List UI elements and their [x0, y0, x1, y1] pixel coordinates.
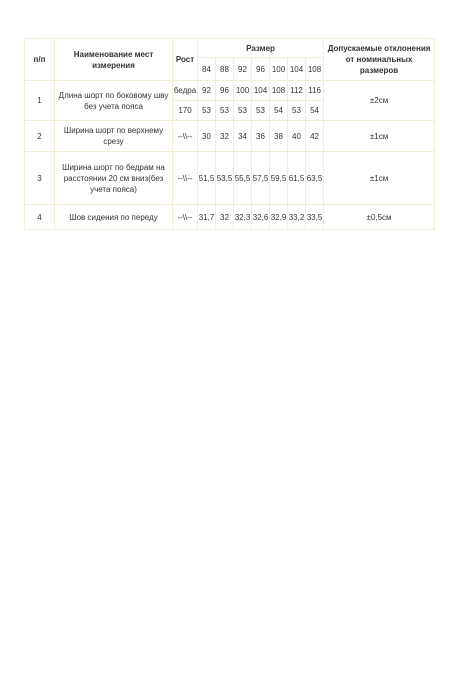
- row-name: Ширина шорт по верхнему срезу: [55, 121, 173, 152]
- value-cell: 100: [234, 81, 252, 101]
- value-cell: 57,5: [252, 152, 270, 205]
- col-header-tolerance: Допускаемые отклонения от номинальных размеров: [324, 39, 435, 81]
- table-row: [25, 152, 435, 205]
- value-cell: 63,5: [306, 152, 324, 205]
- table-row: [25, 81, 435, 101]
- value-cell: 53: [234, 101, 252, 121]
- measurement-table: [24, 38, 435, 230]
- col-header-num: п/п: [25, 39, 55, 81]
- value-cell: 104: [252, 81, 270, 101]
- value-cell: 53: [198, 101, 216, 121]
- value-cell: 53,5: [216, 152, 234, 205]
- col-header-size: Размер: [198, 39, 324, 58]
- row-tolerance: ±1см: [324, 152, 435, 205]
- value-cell: 33,5: [306, 205, 324, 230]
- value-cell: 53: [216, 101, 234, 121]
- value-cell: 112: [288, 81, 306, 101]
- row-rost: --\\--: [173, 152, 198, 205]
- value-cell: 61,5: [288, 152, 306, 205]
- row-rost: --\\--: [173, 121, 198, 152]
- row-rost: бедра: [173, 81, 198, 101]
- row-num: 2: [25, 121, 55, 152]
- value-cell: 40: [288, 121, 306, 152]
- value-cell: 96: [216, 81, 234, 101]
- row-num: 3: [25, 152, 55, 205]
- value-cell: 33,2: [288, 205, 306, 230]
- value-cell: 31,7: [198, 205, 216, 230]
- row-name: Ширина шорт по бедрам на расстоянии 20 см вниз(без учета пояса): [55, 152, 173, 205]
- row-num: 4: [25, 205, 55, 230]
- size-header: 96: [252, 58, 270, 81]
- value-cell: 32,6: [252, 205, 270, 230]
- row-tolerance: ±1см: [324, 121, 435, 152]
- value-cell: 54: [306, 101, 324, 121]
- value-cell: 53: [288, 101, 306, 121]
- value-cell: 55,5: [234, 152, 252, 205]
- value-cell: 54: [270, 101, 288, 121]
- value-cell: 53: [252, 101, 270, 121]
- row-name: Длина шорт по боковому шву без учета пояса: [55, 81, 173, 121]
- row-name: Шов сидения по переду: [55, 205, 173, 230]
- size-header: 104: [288, 58, 306, 81]
- size-header: 84: [198, 58, 216, 81]
- value-cell: 59,5: [270, 152, 288, 205]
- value-cell: 30: [198, 121, 216, 152]
- value-cell: 32: [216, 121, 234, 152]
- value-cell: 92: [198, 81, 216, 101]
- row-tolerance: ±2см: [324, 81, 435, 121]
- row-tolerance: ±0,5см: [324, 205, 435, 230]
- row-num: 1: [25, 81, 55, 121]
- row-rost: 170: [173, 101, 198, 121]
- value-cell: 51,5: [198, 152, 216, 205]
- value-cell: 36: [252, 121, 270, 152]
- value-cell: 32,9: [270, 205, 288, 230]
- row-rost: --\\--: [173, 205, 198, 230]
- size-header: 108: [306, 58, 324, 81]
- size-header: 88: [216, 58, 234, 81]
- col-header-name: Наименование мест измерения: [55, 39, 173, 81]
- col-header-rost: Рост: [173, 39, 198, 81]
- value-cell: 38: [270, 121, 288, 152]
- value-cell: 32: [216, 205, 234, 230]
- value-cell: 116: [306, 81, 324, 101]
- size-header: 92: [234, 58, 252, 81]
- value-cell: 34: [234, 121, 252, 152]
- value-cell: 108: [270, 81, 288, 101]
- table-row: [25, 205, 435, 230]
- size-header: 100: [270, 58, 288, 81]
- value-cell: 42: [306, 121, 324, 152]
- value-cell: 32,3: [234, 205, 252, 230]
- table-row: [25, 121, 435, 152]
